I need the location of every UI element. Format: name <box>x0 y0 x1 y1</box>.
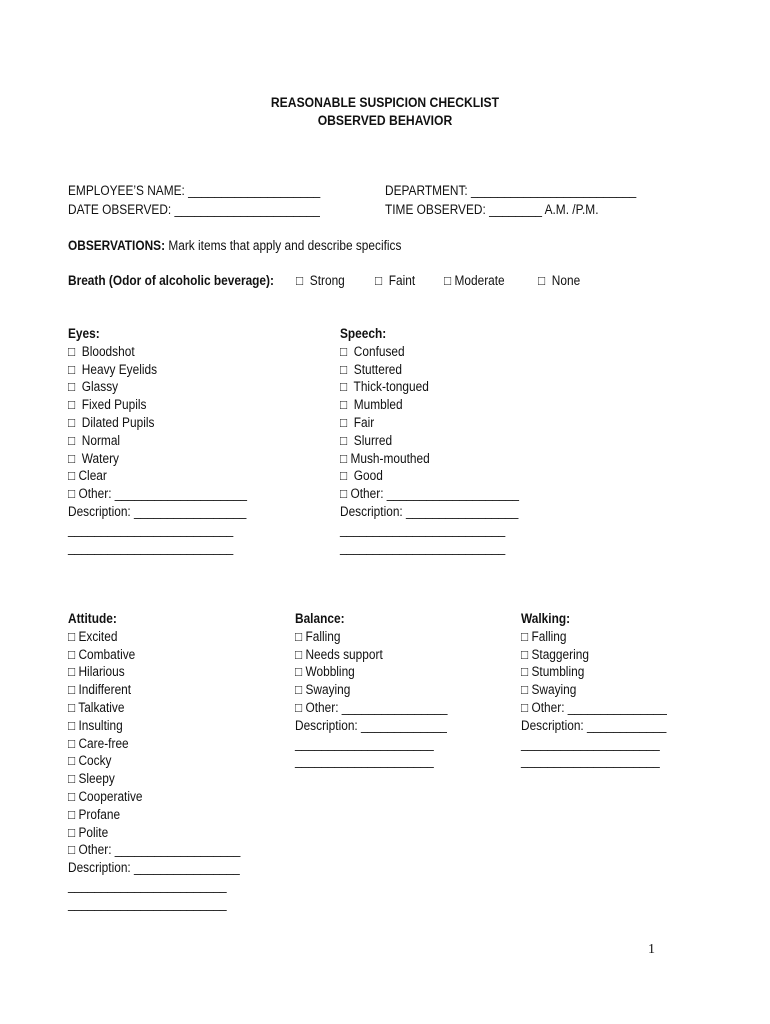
eyes-other-field[interactable]: □ Other: ____________________ <box>68 486 247 502</box>
balance-section <box>295 610 468 770</box>
speech-section <box>340 325 543 556</box>
breath-option-none[interactable]: □ None <box>538 273 581 288</box>
walking-item[interactable]: □ Stumbling <box>521 664 585 680</box>
observations-instructions: Mark items that apply and describe specifics <box>165 238 402 253</box>
attitude-item[interactable]: □ Talkative <box>68 699 125 715</box>
attitude-item[interactable]: □ Sleepy <box>68 771 115 787</box>
speech-item[interactable]: □ Fair <box>340 414 375 430</box>
eyes-item[interactable]: □ Normal <box>68 432 121 448</box>
date-observed-field: DATE OBSERVED: ______________________ <box>68 202 320 217</box>
balance-description-field[interactable]: Description: _____________ <box>295 717 447 733</box>
eyes-item[interactable]: □ Bloodshot <box>68 343 135 359</box>
eyes-item[interactable]: □ Fixed Pupils <box>68 397 147 413</box>
eyes-blank-line[interactable]: _________________________ <box>68 521 234 537</box>
attitude-other-field[interactable]: □ Other: ___________________ <box>68 842 241 858</box>
speech-description-field[interactable]: Description: _________________ <box>340 503 519 519</box>
breath-label: Breath (Odor of alcoholic beverage): <box>68 273 274 288</box>
attitude-item[interactable]: □ Profane <box>68 806 121 822</box>
balance-item[interactable]: □ Wobbling <box>295 664 355 680</box>
eyes-heading: Eyes: <box>68 326 100 341</box>
page-subtitle: OBSERVED BEHAVIOR <box>317 113 453 128</box>
walking-item[interactable]: □ Falling <box>521 628 567 644</box>
speech-item[interactable]: □ Thick-tongued <box>340 379 429 395</box>
balance-item[interactable]: □ Falling <box>295 628 341 644</box>
walking-item[interactable]: □ Staggering <box>521 646 589 662</box>
observations-label: OBSERVATIONS: <box>68 238 166 253</box>
speech-item[interactable]: □ Mush-mouthed <box>340 450 430 466</box>
eyes-item[interactable]: □ Watery <box>68 450 119 466</box>
balance-item[interactable]: □ Swaying <box>295 682 351 698</box>
time-observed-field: TIME OBSERVED: ________ A.M. /P.M. <box>385 202 599 217</box>
walking-section <box>521 610 687 770</box>
balance-blank-line[interactable]: _____________________ <box>295 753 434 769</box>
eyes-item[interactable]: □ Glassy <box>68 379 119 395</box>
page-number: 1 <box>648 942 655 957</box>
attitude-description-field[interactable]: Description: ________________ <box>68 860 240 876</box>
speech-blank-line[interactable]: _________________________ <box>340 521 506 537</box>
breath-option-strong[interactable]: □ Strong <box>296 273 345 288</box>
walking-other-field[interactable]: □ Other: _______________ <box>521 699 667 715</box>
breath-option-moderate[interactable]: □ Moderate <box>444 273 505 288</box>
speech-item[interactable]: □ Good <box>340 468 383 484</box>
attitude-section <box>68 610 264 913</box>
attitude-item[interactable]: □ Insulting <box>68 717 123 733</box>
attitude-item[interactable]: □ Excited <box>68 628 118 644</box>
speech-blank-line[interactable]: _________________________ <box>340 539 506 555</box>
balance-blank-line[interactable]: _____________________ <box>295 735 434 751</box>
attitude-item[interactable]: □ Care-free <box>68 735 129 751</box>
breath-option-faint[interactable]: □ Faint <box>375 273 416 288</box>
eyes-description-field[interactable]: Description: _________________ <box>68 503 247 519</box>
attitude-item[interactable]: □ Hilarious <box>68 664 125 680</box>
speech-other-field[interactable]: □ Other: ____________________ <box>340 486 519 502</box>
attitude-item[interactable]: □ Cooperative <box>68 788 143 804</box>
attitude-item[interactable]: □ Combative <box>68 646 136 662</box>
walking-item[interactable]: □ Swaying <box>521 682 577 698</box>
eyes-item[interactable]: □ Clear <box>68 468 107 484</box>
speech-item[interactable]: □ Mumbled <box>340 397 403 413</box>
attitude-item[interactable]: □ Indifferent <box>68 682 132 698</box>
attitude-blank-line[interactable]: ________________________ <box>68 877 227 893</box>
speech-heading: Speech: <box>340 326 387 341</box>
attitude-item[interactable]: □ Cocky <box>68 753 112 769</box>
eyes-blank-line[interactable]: _________________________ <box>68 539 234 555</box>
balance-other-field[interactable]: □ Other: ________________ <box>295 699 448 715</box>
walking-blank-line[interactable]: _____________________ <box>521 735 660 751</box>
eyes-item[interactable]: □ Dilated Pupils <box>68 414 155 430</box>
attitude-blank-line[interactable]: ________________________ <box>68 895 227 911</box>
balance-heading: Balance: <box>295 611 345 626</box>
attitude-heading: Attitude: <box>68 611 117 626</box>
employee-name-field: EMPLOYEE’S NAME: ____________________ <box>68 183 321 198</box>
page-title: REASONABLE SUSPICION CHECKLIST <box>270 95 500 110</box>
speech-item[interactable]: □ Confused <box>340 343 405 359</box>
eyes-item[interactable]: □ Heavy Eyelids <box>68 361 158 377</box>
speech-item[interactable]: □ Stuttered <box>340 361 402 377</box>
attitude-item[interactable]: □ Polite <box>68 824 109 840</box>
walking-blank-line[interactable]: _____________________ <box>521 753 660 769</box>
speech-item[interactable]: □ Slurred <box>340 432 393 448</box>
observations-line <box>68 237 401 255</box>
balance-item[interactable]: □ Needs support <box>295 646 383 662</box>
walking-heading: Walking: <box>521 611 571 626</box>
department-field: DEPARTMENT: _________________________ <box>385 183 637 198</box>
walking-description-field[interactable]: Description: ____________ <box>521 717 667 733</box>
eyes-section <box>68 325 271 556</box>
